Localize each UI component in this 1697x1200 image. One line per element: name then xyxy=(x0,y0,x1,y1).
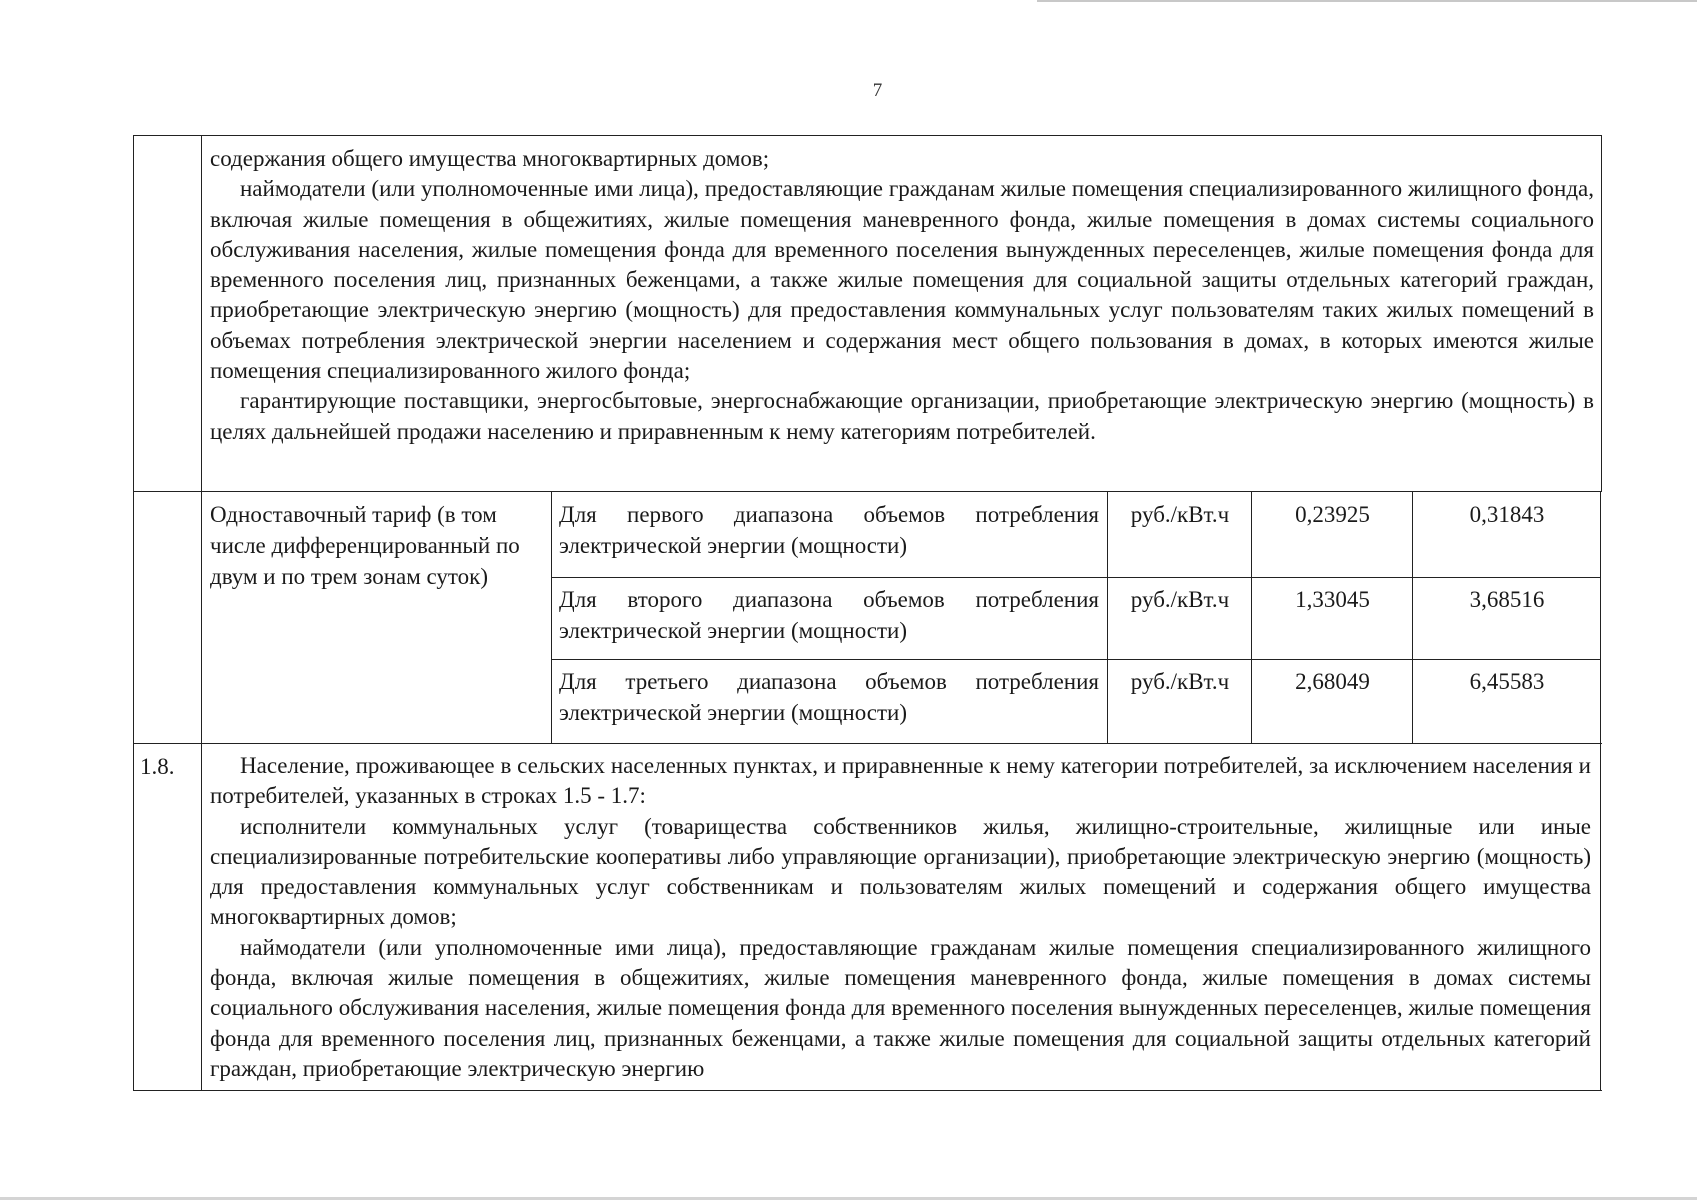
tariff-value: 2,68049 xyxy=(1295,669,1370,694)
tariff-value: 0,23925 xyxy=(1295,502,1370,527)
column-divider xyxy=(551,492,552,744)
column-divider xyxy=(201,135,202,492)
column-divider xyxy=(1251,492,1252,744)
row-number: 1.8. xyxy=(140,754,175,779)
row-1-8-description xyxy=(210,751,1591,1084)
document-table xyxy=(133,135,1602,1090)
tariff-value: 3,68516 xyxy=(1469,587,1545,612)
column-divider xyxy=(201,492,202,744)
row-divider xyxy=(133,743,1602,744)
page-number: 7 xyxy=(872,80,883,101)
column-divider xyxy=(201,743,202,1091)
tariff-value: 0,31843 xyxy=(1469,502,1545,527)
tariff-unit: руб./кВт.ч xyxy=(1130,587,1230,612)
paragraph: наймодатели (или уполномоченные ими лица), предоставляющие гражданам жилые помещения специализированного жилищного фонда, включая жилые помещения в общежитиях, жилые помещения маневренного фонда, жилые помещения в домах системы социального обслуживания населения, жилые помещения фонда для временного поселения вынужденных переселенцев, жилые помещения фонда для временного поселения лиц, признанных беженцами, а также жилые помещения для социальной защиты отдельных категорий граждан, приобретающие электрическую энергию xyxy=(210,934,1591,1081)
column-divider xyxy=(133,492,134,744)
tariff-range: Для третьего диапазона объемов потребления электрической энергии (мощности) xyxy=(559,669,1099,725)
tariff-range: Для второго диапазона объемов потребления электрической энергии (мощности) xyxy=(559,587,1099,643)
top-description xyxy=(210,144,1594,447)
tariff-label: Одноставочный тариф (в том числе дифференцированный по двум и по трем зонам суток) xyxy=(210,502,520,589)
tariff-unit: руб./кВт.ч xyxy=(1130,502,1230,527)
scan-edge xyxy=(1037,0,1697,2)
column-divider xyxy=(1107,492,1108,744)
paragraph: гарантирующие поставщики, энергосбытовые, энергоснабжающие организации, приобретающие электрическую энергию (мощность) в целях дальнейшей продажи населению и приравненным к нему категориям потребителей. xyxy=(210,388,1594,444)
column-divider xyxy=(1412,492,1413,744)
row-divider xyxy=(551,577,1601,578)
tariff-range: Для первого диапазона объемов потребления электрической энергии (мощности) xyxy=(559,502,1099,558)
paragraph: Население, проживающее в сельских населенных пунктах, и приравненные к нему категории потребителей, за исключением населения и потребителей, указанных в строках 1.5 - 1.7: xyxy=(210,753,1591,809)
column-divider xyxy=(1600,492,1601,744)
column-divider xyxy=(133,743,134,1091)
column-divider xyxy=(1600,743,1601,1091)
tariff-value: 6,45583 xyxy=(1469,669,1545,694)
paragraph: содержания общего имущества многоквартирных домов; xyxy=(210,146,770,171)
row-divider xyxy=(133,1090,1602,1091)
row-divider xyxy=(551,659,1601,660)
paragraph: наймодатели (или уполномоченные ими лица), предоставляющие гражданам жилые помещения специализированного жилищного фонда, включая жилые помещения в общежитиях, жилые помещения маневренного фонда, жилые помещения в домах системы социального обслуживания населения, жилые помещения фонда для временного поселения вынужденных переселенцев, жилые помещения фонда для временного поселения лиц, признанных беженцами, а также жилые помещения для социальной защиты отдельных категорий граждан, приобретающие электрическую энергию (мощность) для предоставления коммунальных услуг пользователям таких жилых помещений в объемах потребления электрической энергии населением и содержания мест общего пользования в домах, в которых имеются жилые помещения специализированного жилого фонда; xyxy=(210,176,1594,384)
tariff-unit: руб./кВт.ч xyxy=(1130,669,1230,694)
paragraph: исполнители коммунальных услуг (товарищества собственников жилья, жилищно-строительные, жилищные или иные специализированные потребительские кооперативы либо управляющие организации), приобретающие электрическую энергию (мощность) для предоставления коммунальных услуг собственникам и пользователям жилых помещений и содержания общего имущества многоквартирных домов; xyxy=(210,813,1591,930)
tariff-value: 1,33045 xyxy=(1295,587,1370,612)
